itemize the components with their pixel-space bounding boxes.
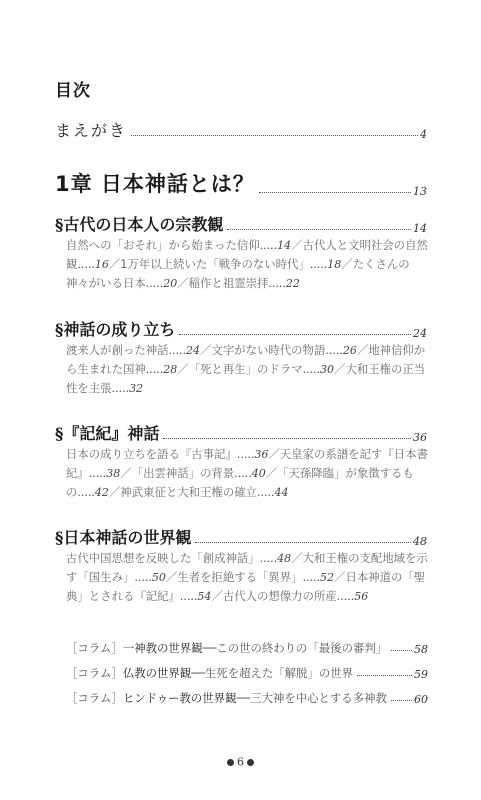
section-topics: 渡来人が創った神話.....24／文字がない時代の物語.....26／地神信仰から生まれた国神.....28／「死と再生」のドラマ.....30／大和王権の正当性を主張.....32 (66, 343, 426, 395)
topic-text: 「天孫降臨」が象徴するもの (66, 466, 414, 499)
topic-page: 44 (274, 486, 289, 499)
section-page: 14 (413, 222, 427, 235)
topic-text: 渡来人が創った神話 (66, 343, 169, 357)
column-page: 60 (414, 693, 428, 706)
column-subtitle: ──生死を超えた「解脱」の世界 (191, 666, 353, 680)
toc-column-0[interactable] (66, 640, 428, 656)
topic-page: 24 (186, 344, 201, 357)
section-topics: 自然への「おそれ」から始まった信仰.....14／古代人と文明社会の自然観.....16／1万年以上続いた「戦争のない時代」.....18／たくさんの神々がいる日本.....20／稲作と祖霊崇拝.....22 (66, 238, 428, 290)
topic-text: 日本神道の「聖典」とされる『記紀』 (66, 570, 426, 603)
topic-text: 大和王権の支配地域を示す「国生み」 (66, 551, 428, 584)
leader-dots (391, 700, 412, 701)
chapter-title: 1章 日本神話とは？ (55, 172, 255, 196)
toc-entry-preface[interactable] (55, 118, 427, 141)
topic-text: 古代人の想像力の所産 (222, 589, 337, 603)
toc-section-2[interactable] (55, 421, 427, 444)
section-title: §神話の成り立ち (55, 320, 176, 339)
bullet-icon (247, 759, 254, 766)
topic-page: 18 (327, 258, 342, 271)
column-keyword: 一神教の世界観 (122, 641, 203, 655)
topic-text: 古代中国思想を反映した「創成神話」 (66, 551, 260, 565)
topic-text: 「死と再生」のドラマ (188, 362, 303, 376)
toc-entry-chapter-1[interactable] (55, 168, 427, 198)
section-topics: 日本の成り立ちを語る『古事記』.....36／天皇家の系譜を記す『日本書紀』.....38／「出雲神話」の背景.....40／「天孫降臨」が象徴するもの.....42／神武東征と大和王権の確立.....44 (66, 447, 428, 499)
section-title: §古代の日本人の宗教観 (55, 215, 224, 234)
topic-page: 54 (197, 590, 212, 603)
topic-page: 26 (342, 344, 357, 357)
column-prefix: ［コラム］ (66, 666, 123, 680)
section-topics: 古代中国思想を反映した「創成神話」.....48／大和王権の支配地域を示す「国生み」.....50／生者を拒絶する「異界」.....52／日本神道の「聖典」とされる『記紀』.....54／古代人の想像力の所産.....56 (66, 551, 428, 603)
column-page: 59 (414, 668, 428, 681)
section-title: §日本神話の世界観 (55, 528, 192, 547)
toc-column-2[interactable] (66, 690, 428, 706)
leader-dots (357, 675, 412, 676)
topic-page: 48 (277, 552, 292, 565)
topic-text: 大和王権の正当性を主張 (66, 362, 426, 395)
section-page: 48 (413, 535, 427, 548)
topic-text: 自然への「おそれ」から始まった信仰 (66, 238, 260, 252)
column-prefix: ［コラム］ (66, 641, 123, 655)
column-subtitle: ──三大神を中心とする多神教 (236, 691, 387, 705)
topic-page: 42 (94, 486, 109, 499)
section-page: 36 (413, 431, 427, 444)
topic-page: 32 (129, 382, 144, 395)
topic-page: 14 (277, 239, 292, 252)
preface-label: まえがき (55, 121, 128, 140)
leader-dots (131, 135, 418, 136)
topic-page: 38 (106, 467, 121, 480)
leader-dots (163, 438, 411, 439)
toc-section-0[interactable] (55, 212, 427, 235)
leader-dots (179, 334, 411, 335)
topic-page: 50 (151, 571, 166, 584)
chapter-page: 13 (413, 185, 427, 198)
topic-page: 30 (320, 363, 335, 376)
topic-page: 52 (320, 571, 335, 584)
toc-title: 目次 (55, 81, 91, 101)
section-title: §『記紀』神話 (55, 424, 160, 443)
toc-section-3[interactable] (55, 525, 427, 548)
topic-page: 16 (94, 258, 109, 271)
topic-text: 日本の成り立ちを語る『古事記』 (66, 447, 237, 461)
topic-page: 56 (354, 590, 369, 603)
topic-page: 40 (251, 467, 266, 480)
section-page: 24 (413, 327, 427, 340)
topic-text: 地神信仰から生まれた国神 (66, 343, 426, 376)
bullet-icon (227, 759, 234, 766)
topic-text: たくさんの神々がいる日本 (66, 257, 410, 290)
column-keyword: 仏教の世界観 (122, 666, 192, 680)
topic-text: 天皇家の系譜を記す『日本書紀』 (66, 447, 428, 480)
topic-text: 1万年以上続いた「戦争のない時代」 (120, 257, 310, 271)
topic-text: 神武東征と大和王権の確立 (120, 485, 257, 499)
topic-page: 22 (285, 277, 300, 290)
leader-dots (259, 192, 411, 193)
column-keyword: ヒンドゥー教の世界観 (122, 691, 237, 705)
page-footer (0, 755, 481, 769)
leader-dots (195, 542, 411, 543)
toc-column-1[interactable] (66, 665, 428, 681)
toc-section-1[interactable] (55, 317, 427, 340)
leader-dots (391, 650, 412, 651)
topic-text: 文字がない時代の物語 (211, 343, 326, 357)
page-number: 6 (237, 755, 244, 769)
topic-text: 生者を拒絶する「異界」 (177, 570, 303, 584)
topic-text: 古代人と文明社会の自然観 (66, 238, 428, 271)
topic-page: 20 (163, 277, 178, 290)
topic-text: 「出雲神話」の背景 (131, 466, 235, 480)
topic-page: 36 (254, 448, 269, 461)
column-subtitle: ──この世の終わりの「最後の審判」 (202, 641, 388, 655)
topic-page: 28 (163, 363, 178, 376)
leader-dots (227, 229, 411, 230)
topic-text: 稲作と祖霊崇拝 (188, 276, 269, 290)
column-prefix: ［コラム］ (66, 691, 123, 705)
preface-page: 4 (420, 128, 427, 141)
column-page: 58 (414, 643, 428, 656)
